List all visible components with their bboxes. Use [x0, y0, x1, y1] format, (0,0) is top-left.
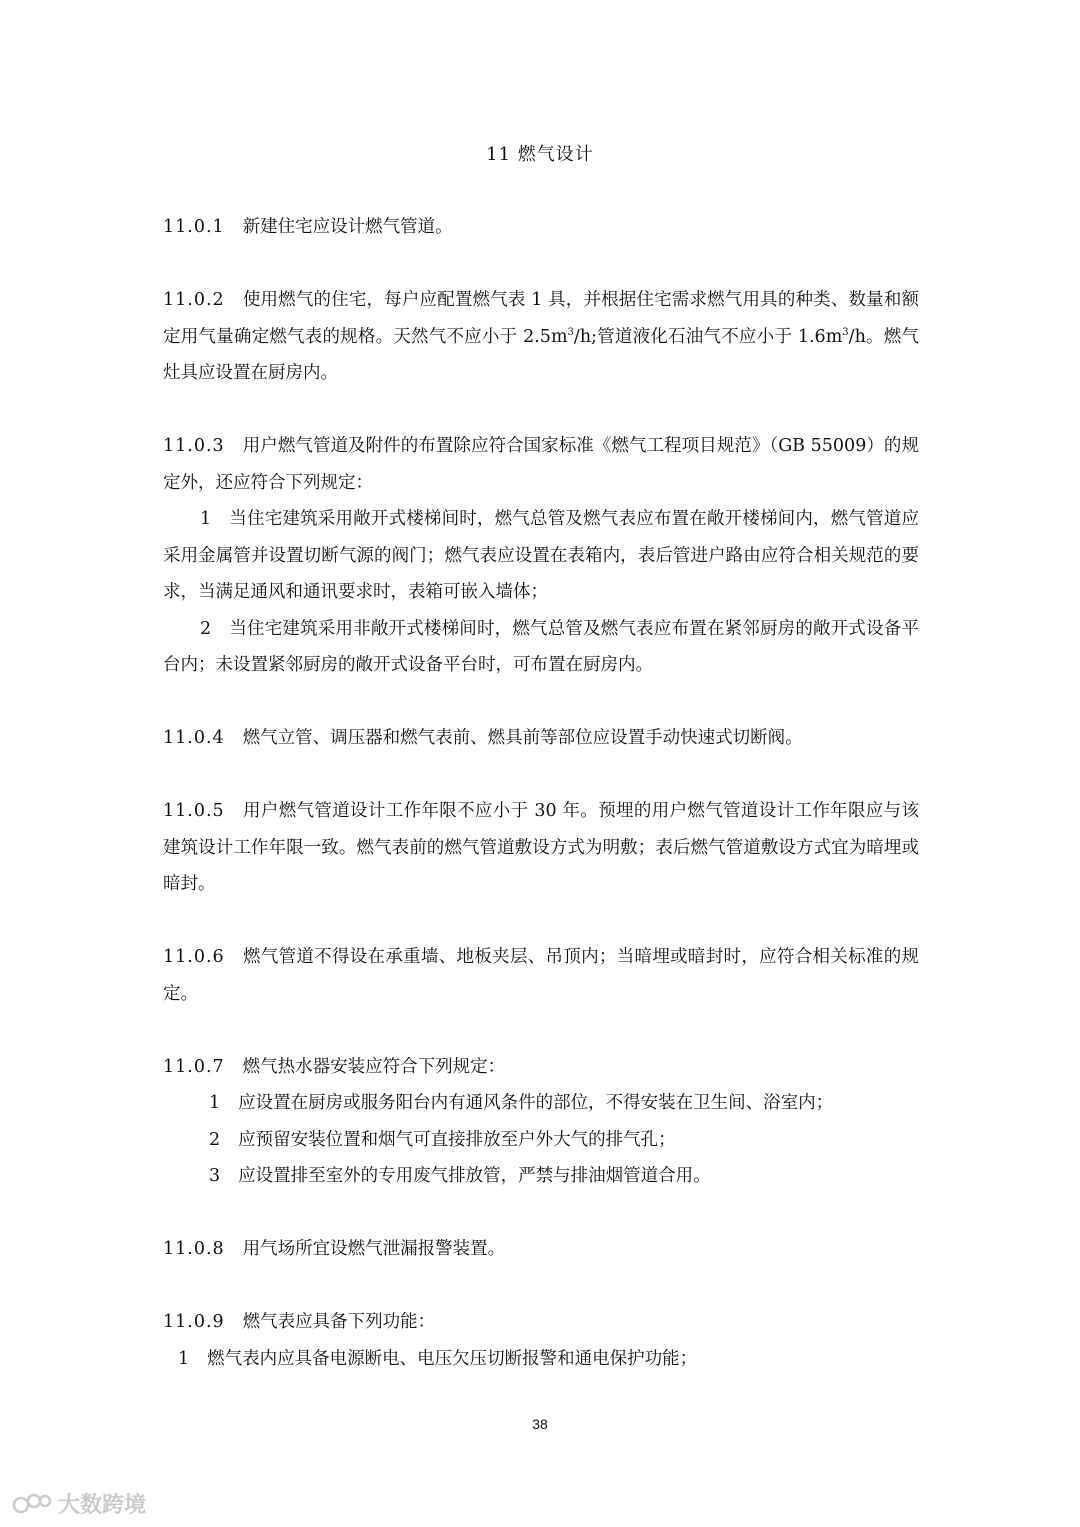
superscript: 3: [567, 326, 574, 338]
clause-11-0-8: [163, 1231, 919, 1268]
item-text: 应设置在厨房或服务阳台内有通风条件的部位，不得安装在卫生间、浴室内；: [238, 1093, 834, 1113]
clause-text: 用气场所宜设燃气泄漏报警装置。: [242, 1239, 506, 1259]
list-item: [163, 1085, 919, 1122]
clause-number: 11.0.8: [163, 1239, 225, 1259]
list-item: [163, 1122, 919, 1159]
clause-text: 新建住宅应设计燃气管道。: [242, 217, 453, 237]
item-text: 燃气表内应具备电源断电、电压欠压切断报警和通电保护功能；: [207, 1348, 698, 1369]
clause-text: 燃气管道不得设在承重墙、地板夹层、吊顶内；当暗埋或暗封时，应符合相关标准的规定。: [163, 947, 919, 1004]
item-number: 1: [209, 1093, 221, 1113]
clause-text: /h;管道液化石油气不应小于 1.6m: [573, 326, 843, 347]
list-item: [163, 1158, 919, 1195]
clause-11-0-2: [163, 282, 919, 392]
item-text: 当住宅建筑采用非敞开式楼梯间时，燃气总管及燃气表应布置在紧邻厨房的敞开式设备平台内；未设置紧邻厨房的敞开式设备平台时，可布置在厨房内。: [163, 618, 919, 675]
clause-11-0-1: [163, 209, 919, 246]
page-number: 38: [532, 1416, 548, 1432]
item-number: 2: [200, 618, 212, 639]
clause-number: 11.0.1: [163, 217, 225, 237]
item-text: 应预留安装位置和烟气可直接排放至户外大气的排气孔；: [238, 1129, 676, 1150]
watermark-text: 大数跨境: [58, 1493, 147, 1518]
clause-number: 11.0.2: [163, 290, 225, 310]
clause-number: 11.0.3: [163, 436, 225, 456]
item-number: 1: [200, 509, 212, 529]
watermark-logo-icon: [12, 1491, 52, 1517]
item-text: 应设置排至室外的专用废气排放管，严禁与排油烟管道合用。: [238, 1166, 711, 1186]
item-number: 2: [209, 1129, 221, 1150]
clause-11-0-3: [163, 428, 919, 501]
clause-number: 11.0.9: [163, 1312, 225, 1332]
clause-text: 用户燃气管道设计工作年限不应小于 30 年。预埋的用户燃气管道设计工作年限应与该建筑设计工作年限一致。燃气表前的燃气管道敷设方式为明敷；表后燃气管道敷设方式宜为暗埋或暗封。: [163, 801, 919, 894]
list-item: [163, 501, 919, 611]
clause-number: 11.0.6: [163, 947, 225, 967]
clause-text: 燃气热水器安装应符合下列规定：: [242, 1056, 506, 1077]
clause-text: /h。燃气灶具应设置在厨房内。: [163, 326, 919, 383]
clause-text: 燃气表应具备下列功能：: [242, 1312, 436, 1332]
document-body: [163, 209, 919, 1377]
clause-text: 使用燃气的住宅，每户应配置燃气表 1 具，并根据住宅需求燃气用具的种类、数量和额定用气量确定燃气表的规格。天然气不应小于 2.5m: [163, 290, 919, 347]
clause-11-0-4: [163, 720, 919, 757]
clause-text: 用户燃气管道及附件的布置除应符合国家标准《燃气工程项目规范》（GB 55009）的规定外，还应符合下列规定：: [163, 436, 919, 493]
clause-11-0-7: [163, 1049, 919, 1086]
clause-text: 燃气立管、调压器和燃气表前、燃具前等部位应设置手动快速式切断阀。: [242, 728, 803, 748]
clause-11-0-9: [163, 1304, 919, 1341]
list-item: [163, 611, 919, 684]
clause-11-0-6: [163, 939, 919, 1012]
item-number: 3: [209, 1166, 221, 1186]
watermark: [12, 1488, 146, 1519]
section-title: 11 燃气设计: [486, 144, 594, 165]
item-number: 1: [178, 1348, 190, 1369]
item-text: 当住宅建筑采用敞开式楼梯间时，燃气总管及燃气表应布置在敞开楼梯间内，燃气管道应采用金属管并设置切断气源的阀门；燃气表应设置在表箱内，表后管进户路由应符合相关规范的要求，当满足通风和通讯要求时，表箱可嵌入墙体；: [163, 509, 919, 602]
superscript: 3: [842, 326, 849, 338]
clause-number: 11.0.7: [163, 1056, 225, 1077]
clause-11-0-5: [163, 793, 919, 903]
list-item: [163, 1341, 919, 1378]
clause-number: 11.0.5: [163, 801, 225, 821]
clause-number: 11.0.4: [163, 728, 225, 748]
